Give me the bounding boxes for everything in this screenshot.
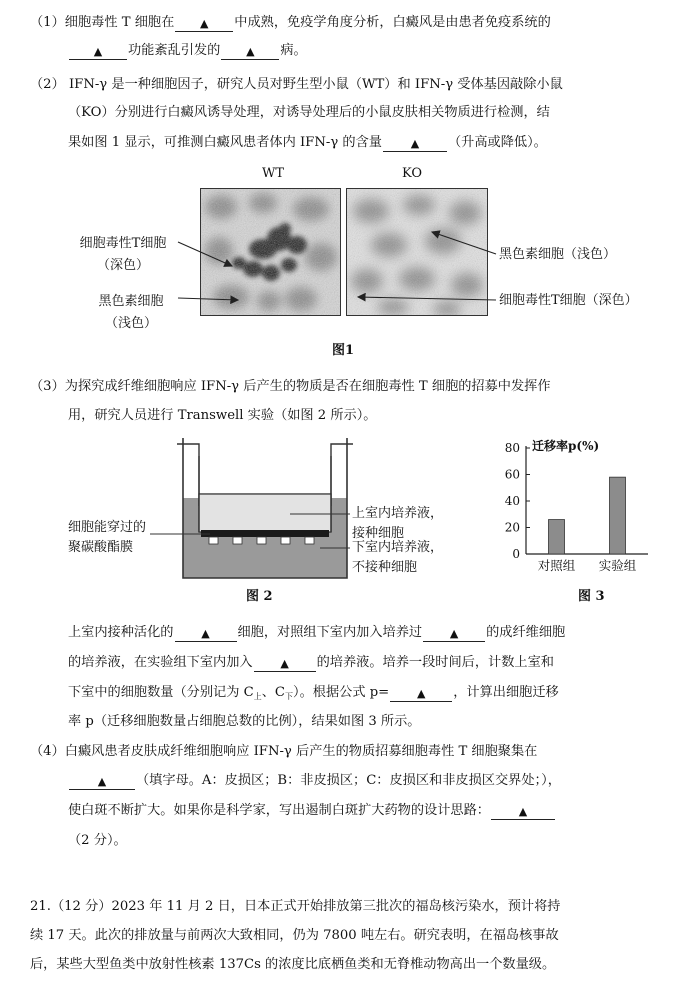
q1-line2: ▲ 功能紊乱引发的 ▲ 病。	[68, 42, 307, 60]
ko-label: KO	[402, 166, 423, 181]
bar	[610, 477, 626, 554]
q4-line1: （4）白癜风患者皮肤成纤维细胞响应 IFN-γ 后产生的物质招募细胞毒性 T 细胞聚集在	[30, 744, 538, 759]
q3b-line3: 下室中的细胞数量（分别记为 $C_上$、$C_下$）。根据公式 p= ▲ ，计算出细胞迁移	[68, 685, 559, 701]
q2-line1: （2） IFN-γ 是一种细胞因子，研究人员对野生型小鼠（WT）和 IFN-γ 受体基因敲除小鼠	[30, 77, 563, 92]
figure2-caption: 图 2	[246, 589, 273, 604]
answer-blank[interactable]: ▲	[254, 656, 316, 672]
q3-line1: （3）为探究成纤维细胞响应 IFN-γ 后产生的物质是否在细胞毒性 T 细胞的招募中发挥作	[30, 379, 551, 394]
membrane-label: 细胞能穿过的 聚碳酸酯膜	[68, 520, 147, 555]
answer-blank[interactable]: ▲	[390, 686, 452, 702]
ko-tcell-label: 细胞毒性T细胞（深色）	[499, 293, 638, 308]
y-tick-label: 80	[504, 441, 520, 455]
y-tick-label: 20	[504, 520, 520, 535]
q1-line1: （1）细胞毒性 T 细胞在 ▲ 中成熟，免疫学角度分析，白癜风是由患者免疫系统的	[30, 15, 551, 30]
lower-chamber-label: 下室内培养液， 不接种细胞	[352, 540, 444, 575]
q3b-line4: 率 p（迁移细胞数量占细胞总数的比例），结果如图 3 所示。	[68, 714, 421, 729]
q21-line2: 续 17 天。此次的排放量与前两次大致相同，仍为 7800 吨左右。研究表明，在福岛核事故	[30, 928, 559, 943]
q21-line1: 21.（12 分）2023 年 11 月 2 日，日本正式开始排放第三批次的福岛核污染水，预计将持	[30, 899, 561, 914]
arrow-wt-melanocyte	[178, 298, 238, 300]
x-tick-label: 对照组	[537, 558, 576, 573]
q21-line3: 后，某些大型鱼类中放射性核素 137Cs 的浓度比底栖鱼类和无脊椎动物高出一个数量级。	[30, 957, 556, 972]
x-tick-label: 实验组	[598, 558, 637, 573]
q2-line2: （KO）分别进行白癜风诱导处理，对诱导处理后的小鼠皮肤相关物质进行检测，结	[68, 105, 550, 120]
y-tick-label: 40	[504, 494, 520, 508]
ko-melanocyte-label: 黑色素细胞（浅色）	[499, 247, 617, 262]
q4-line3: 使白斑不断扩大。如果你是科学家，写出遏制白斑扩大药物的设计思路： ▲	[68, 802, 556, 820]
fig1-arrows	[0, 0, 692, 400]
upper-chamber-label: 上室内培养液， 接种细胞	[352, 506, 444, 541]
q3-line2: 用，研究人员进行 Transwell 实验（如图 2 所示）。	[68, 408, 377, 423]
wt-label: WT	[262, 166, 285, 181]
bar	[549, 520, 565, 554]
q3b-line2: 的培养液，在实验组下室内加入 ▲ 的培养液。培养一段时间后，计数上室和	[68, 655, 554, 670]
q4-line2: ▲ （填字母。A：皮损区；B：非皮损区；C：皮损区和非皮损区交界处；），	[68, 772, 561, 790]
answer-blank[interactable]: ▲	[175, 626, 237, 642]
answer-blank[interactable]: ▲	[69, 44, 127, 60]
arrow-ko-tcell	[358, 297, 496, 300]
arrow-wt-tcell	[178, 242, 232, 266]
wt-melanocyte-label: 黑色素细胞 （浅色）	[98, 294, 164, 331]
q2-line3: 果如图 1 显示，可推测白癜风患者体内 IFN-γ 的含量 ▲ （升高或降低）。	[68, 135, 547, 150]
answer-blank[interactable]: ▲	[221, 44, 279, 60]
y-tick-label: 0	[512, 547, 520, 561]
figure1-caption: 图1	[332, 343, 355, 358]
figure3-caption: 图 3	[578, 589, 605, 604]
arrow-ko-melanocyte	[432, 232, 496, 254]
answer-blank[interactable]: ▲	[175, 16, 233, 32]
answer-blank[interactable]: ▲	[69, 774, 135, 790]
migration-rate-chart	[498, 436, 658, 578]
answer-blank[interactable]: ▲	[423, 626, 485, 642]
y-axis-label: 迁移率p(%)	[532, 439, 600, 453]
q3b-line1: 上室内接种活化的 ▲ 细胞，对照组下室内加入培养过 ▲ 的成纤维细胞	[68, 625, 566, 640]
q4-line4: （2 分）。	[68, 833, 127, 848]
answer-blank[interactable]: ▲	[383, 136, 447, 152]
wt-tcell-label: 细胞毒性T细胞 （深色）	[79, 236, 167, 273]
answer-blank[interactable]: ▲	[491, 804, 555, 820]
y-tick-label: 60	[504, 467, 520, 482]
